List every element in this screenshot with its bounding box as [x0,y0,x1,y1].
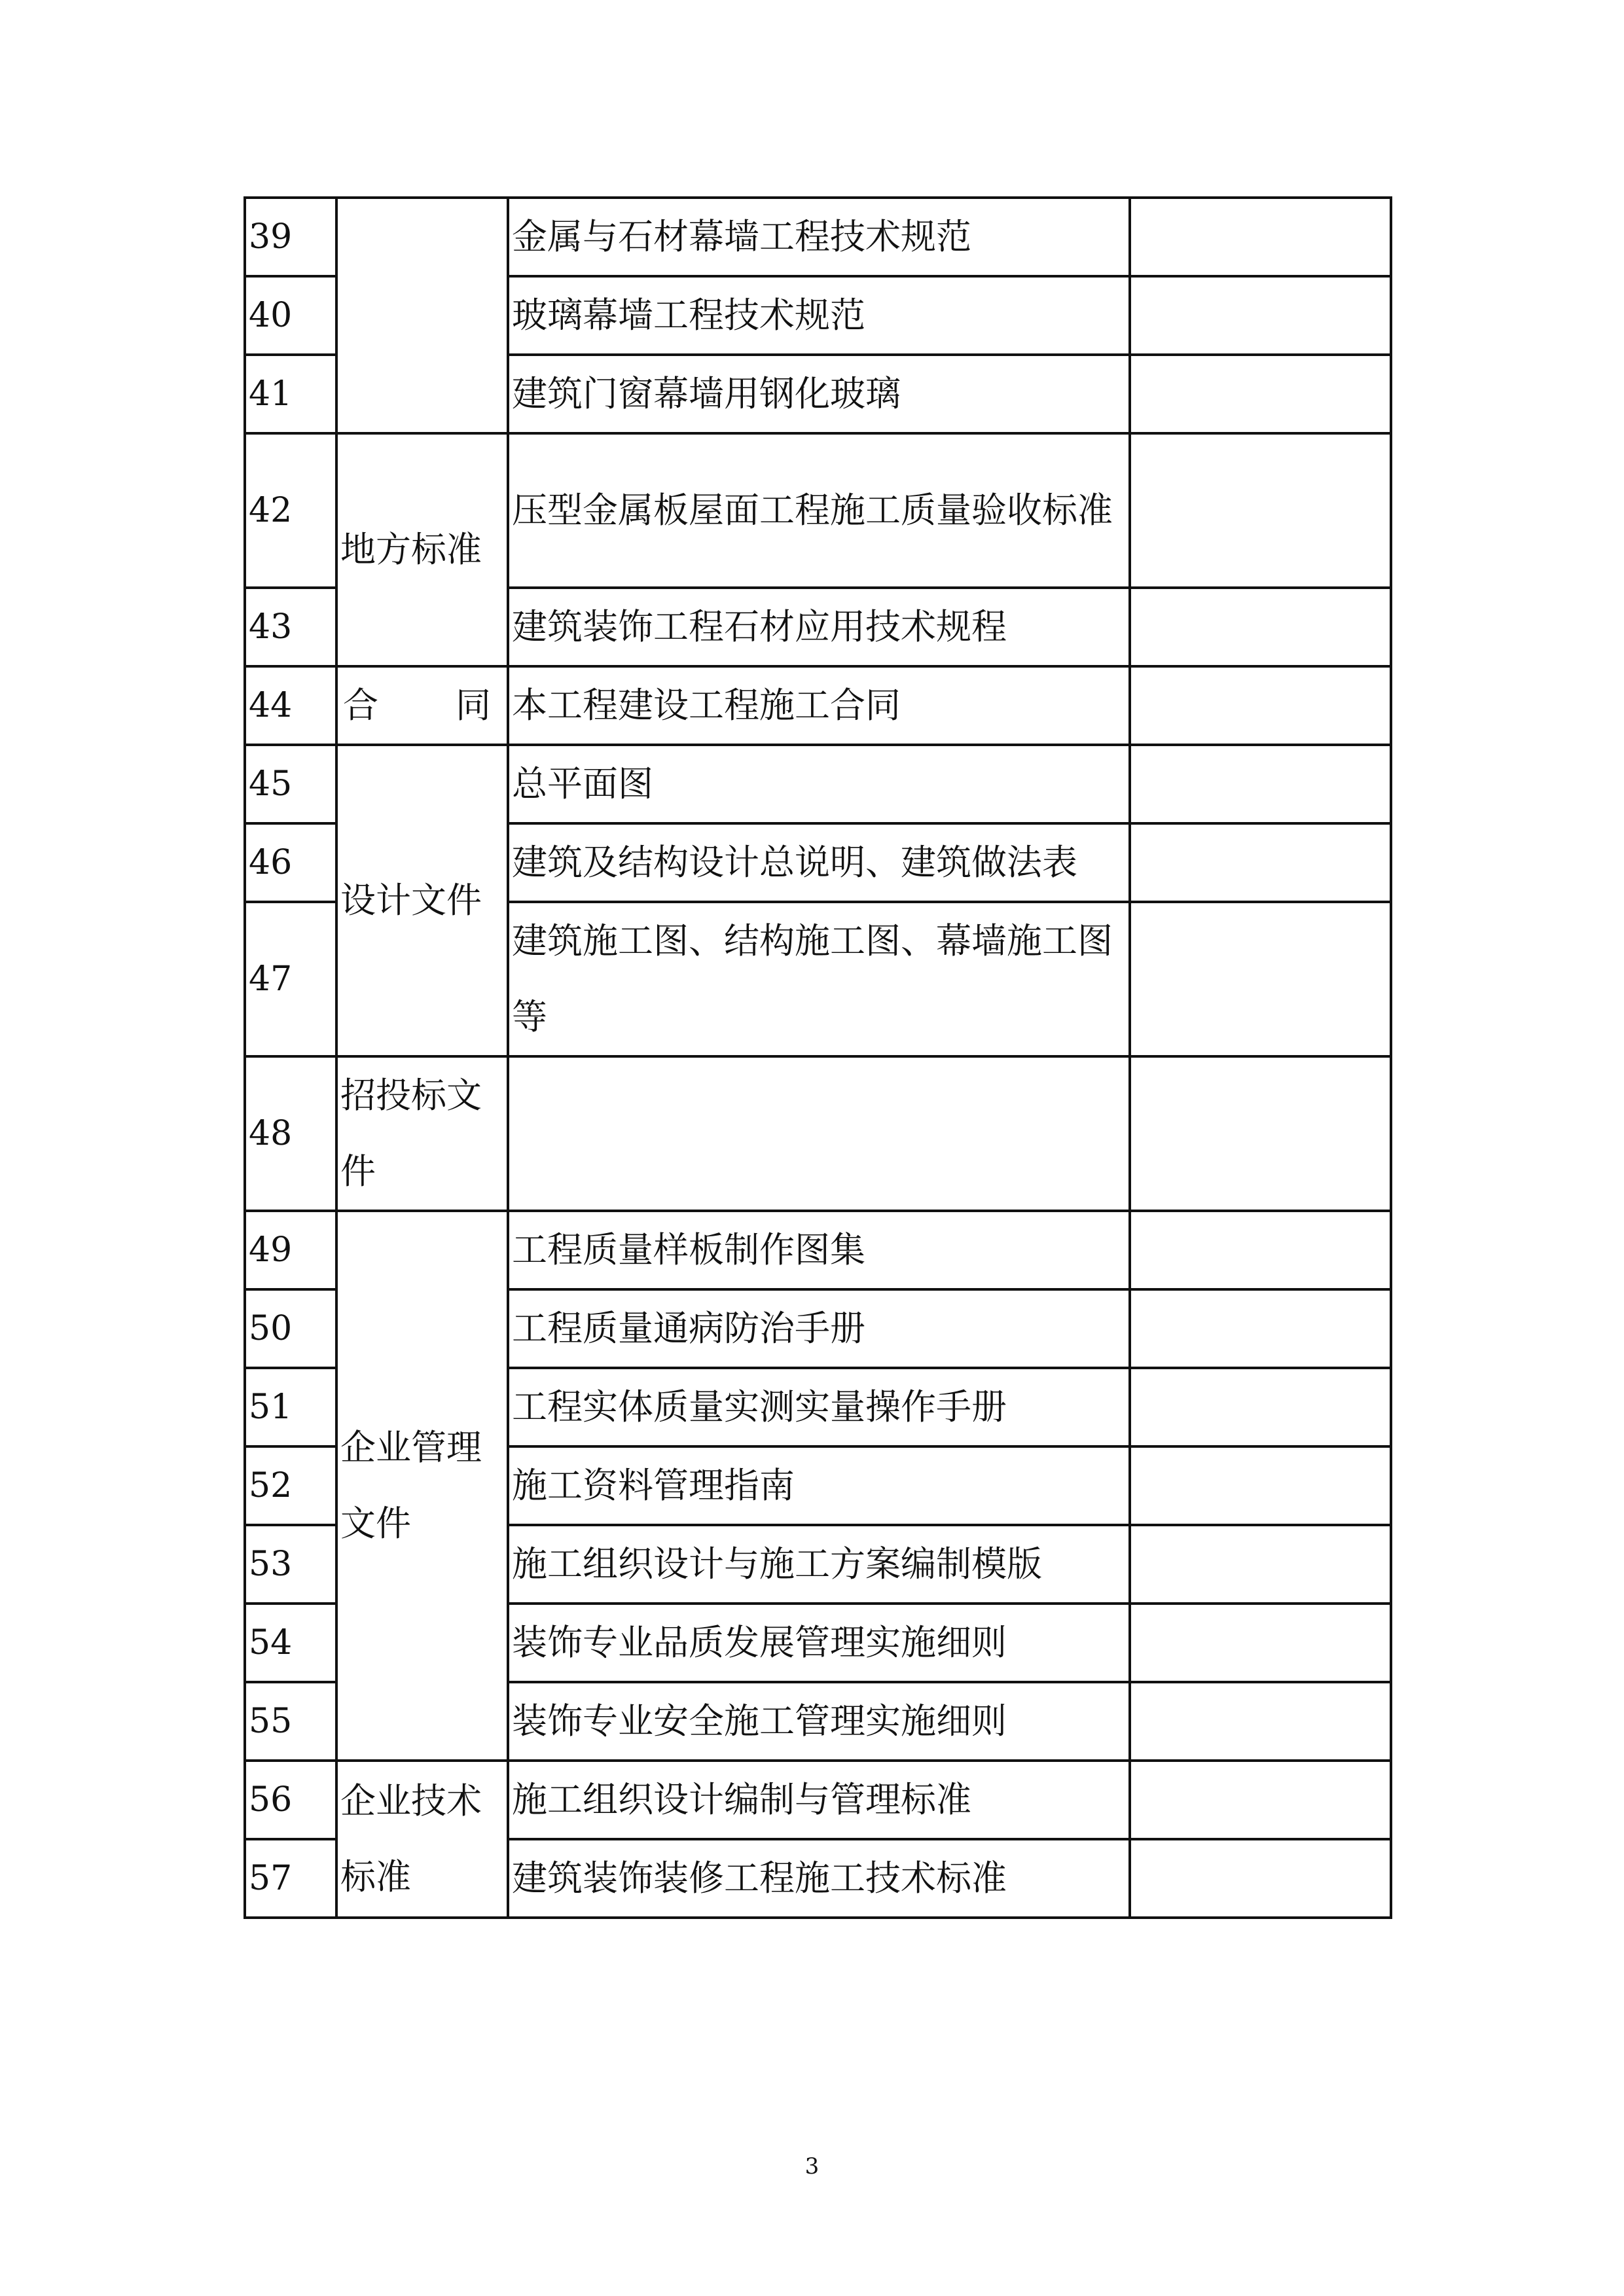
document-name: 总平面图 [509,746,1131,825]
table-row [246,1762,1392,1840]
document-name: 建筑门窗幕墙用钢化玻璃 [509,356,1131,435]
document-name: 施工组织设计编制与管理标准 [509,1762,1131,1840]
remark-cell [1131,1840,1392,1919]
remark-cell [1131,903,1392,1058]
table-row [246,1058,1392,1212]
document-name: 金属与石材幕墙工程技术规范 [509,199,1131,278]
document-name: 压型金属板屋面工程施工质量验收标准 [509,435,1131,589]
row-number: 53 [246,1526,338,1605]
document-name: 工程质量样板制作图集 [509,1212,1131,1291]
table-row [246,1212,1392,1291]
row-number: 40 [246,278,338,356]
document-name: 玻璃幕墙工程技术规范 [509,278,1131,356]
remark-cell [1131,356,1392,435]
standards-table [244,196,1392,1919]
row-number: 54 [246,1605,338,1683]
table-row [246,746,1392,825]
remark-cell [1131,1605,1392,1683]
document-name: 工程质量通病防治手册 [509,1291,1131,1369]
row-number: 56 [246,1762,338,1840]
remark-cell [1131,1212,1392,1291]
document-name: 施工资料管理指南 [509,1448,1131,1526]
category-cell: 招投标文件 [338,1058,509,1212]
row-number: 50 [246,1291,338,1369]
category-contract-char-1: 合 [343,685,378,726]
remark-cell [1131,1369,1392,1448]
row-number: 43 [246,589,338,668]
remark-cell [1131,1058,1392,1212]
remark-cell [1131,668,1392,746]
remark-cell [1131,278,1392,356]
category-cell [338,199,509,435]
row-number: 48 [246,1058,338,1212]
category-contract-char-2: 同 [456,685,491,726]
remark-cell [1131,1526,1392,1605]
page-number: 3 [804,2153,820,2179]
row-number: 52 [246,1448,338,1526]
document-name: 施工组织设计与施工方案编制模版 [509,1526,1131,1605]
remark-cell [1131,1762,1392,1840]
document-name: 本工程建设工程施工合同 [509,668,1131,746]
remark-cell [1131,589,1392,668]
row-number: 39 [246,199,338,278]
document-name: 建筑及结构设计总说明、建筑做法表 [509,825,1131,903]
remark-cell [1131,1448,1392,1526]
row-number: 57 [246,1840,338,1919]
table-row [246,199,1392,278]
category-cell: 企业管理文件 [338,1212,509,1762]
document-name: 工程实体质量实测实量操作手册 [509,1369,1131,1448]
row-number: 44 [246,668,338,746]
document-name: 建筑装饰装修工程施工技术标准 [509,1840,1131,1919]
document-name: 装饰专业品质发展管理实施细则 [509,1605,1131,1683]
row-number: 41 [246,356,338,435]
row-number: 51 [246,1369,338,1448]
remark-cell [1131,1683,1392,1762]
category-cell: 设计文件 [338,746,509,1058]
category-cell: 企业技术标准 [338,1762,509,1919]
row-number: 46 [246,825,338,903]
table-row [246,668,1392,746]
row-number: 47 [246,903,338,1058]
remark-cell [1131,199,1392,278]
document-name [509,1058,1131,1212]
category-cell: 地方标准 [338,435,509,668]
row-number: 42 [246,435,338,589]
category-cell [338,668,509,746]
remark-cell [1131,1291,1392,1369]
remark-cell [1131,746,1392,825]
row-number: 49 [246,1212,338,1291]
remark-cell [1131,435,1392,589]
table-row [246,435,1392,589]
row-number: 55 [246,1683,338,1762]
row-number: 45 [246,746,338,825]
document-name: 装饰专业安全施工管理实施细则 [509,1683,1131,1762]
document-name: 建筑施工图、结构施工图、幕墙施工图等 [509,903,1131,1058]
document-name: 建筑装饰工程石材应用技术规程 [509,589,1131,668]
remark-cell [1131,825,1392,903]
